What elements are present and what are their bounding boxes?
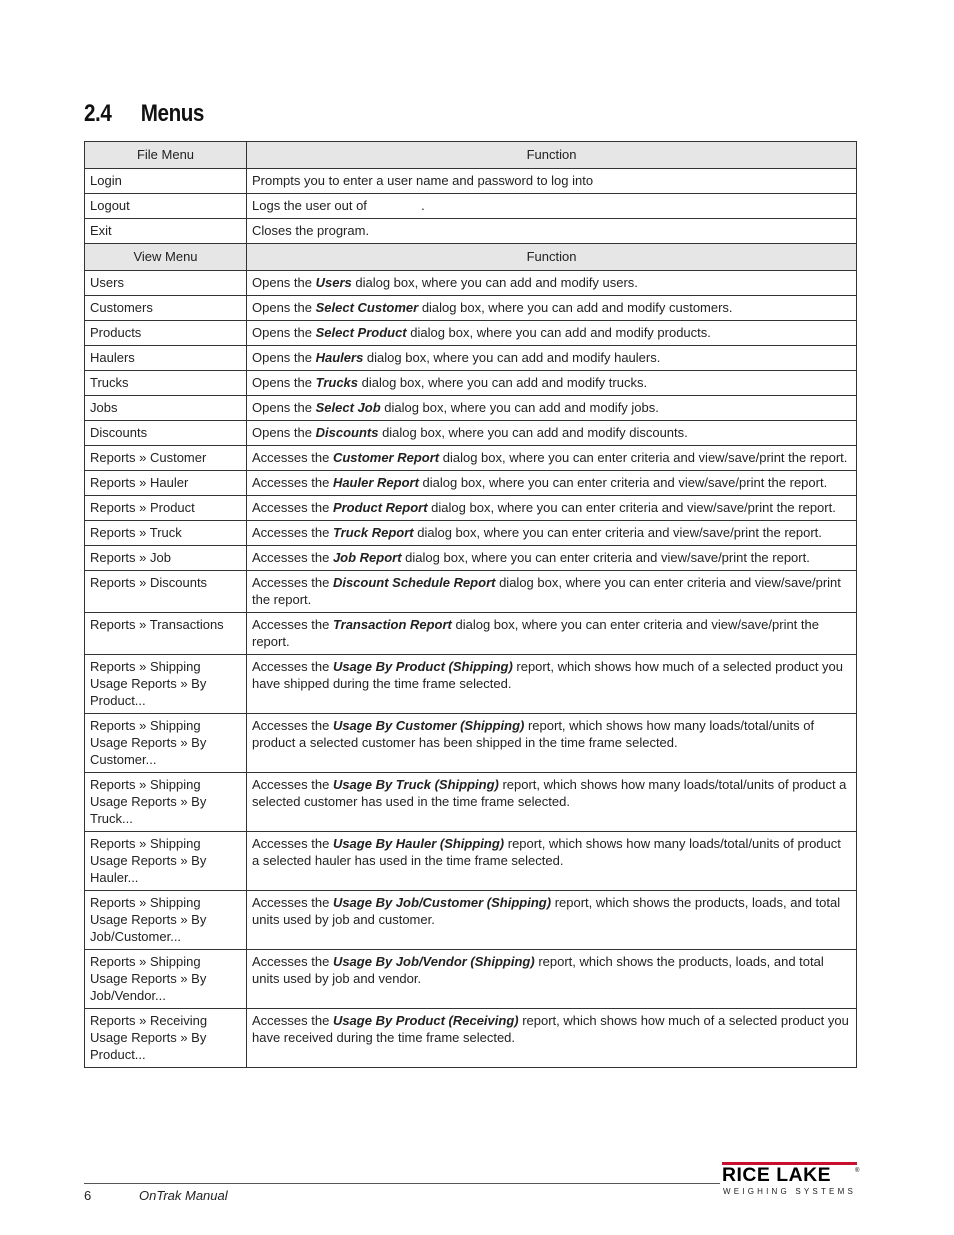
menu-item-function (247, 421, 857, 446)
rice-lake-logo (722, 1165, 859, 1199)
dialog-name: Discount Schedule Report (332, 575, 496, 590)
function-text-rest: report, which shows the products, loads, and total units used by job and customer. (252, 895, 841, 927)
menu-item-name: Login (85, 169, 247, 194)
registered-mark: ® (855, 1168, 860, 1174)
table-row (85, 832, 857, 891)
menu-item-name: Reports » Truck (85, 521, 247, 546)
function-text-rest: dialog box, where you can enter criteria and view/save/print the report. (439, 450, 848, 465)
function-text-rest: dialog box, where you can enter criteria and view/save/print the report. (413, 525, 822, 540)
function-text-rest: dialog box, where you can enter criteria and view/save/print the report. (252, 575, 841, 607)
table-row (85, 891, 857, 950)
menu-item-name: Reports » Shipping Usage Reports » By Job/Vendor... (85, 950, 247, 1009)
page-number: 6 (84, 1188, 92, 1203)
function-text-rest: report, which shows how many loads/total/units of product a selected hauler has used in the time frame selected. (252, 836, 841, 868)
view-menu-header-row (85, 244, 857, 271)
dialog-name: Customer Report (332, 450, 440, 465)
table-row (85, 346, 857, 371)
dialog-name: Usage By Hauler (Shipping) (332, 836, 505, 851)
menu-item-name: Reports » Shipping Usage Reports » By Product... (85, 655, 247, 714)
function-text-rest: dialog box, where you can add and modify users. (351, 275, 638, 290)
table-row (85, 446, 857, 471)
menu-item-name: Haulers (85, 346, 247, 371)
menu-item-name: Reports » Receiving Usage Reports » By Product... (85, 1009, 247, 1068)
menu-item-function: Prompts you to enter a user name and password to log into (247, 169, 857, 194)
menu-item-name: Jobs (85, 396, 247, 421)
function-text-rest: report, which shows how many loads/total/units of product a selected customer has been shipped in the time frame selected. (252, 718, 815, 750)
menu-item-function (247, 321, 857, 346)
dialog-name: Usage By Truck (Shipping) (332, 777, 499, 792)
menu-item-name: Users (85, 271, 247, 296)
dialog-name: Transaction Report (332, 617, 452, 632)
logo-tagline: WEIGHING SYSTEMS (723, 1187, 856, 1196)
menu-item-name: Exit (85, 219, 247, 244)
function-text-lead: Accesses the (252, 575, 333, 590)
table-row (85, 1009, 857, 1068)
section-heading (84, 100, 204, 128)
menu-item-name: Reports » Discounts (85, 571, 247, 613)
function-text-lead: Opens the (252, 350, 316, 365)
menu-item-function (247, 496, 857, 521)
file-function-header: Function (247, 142, 857, 169)
menu-item-function (247, 546, 857, 571)
logo-wordmark: RICE LAKE (722, 1165, 832, 1186)
function-text-lead: Accesses the (252, 777, 333, 792)
dialog-name: Job Report (332, 550, 402, 565)
function-text-lead: Accesses the (252, 475, 333, 490)
function-text-lead: Accesses the (252, 718, 333, 733)
dialog-name: Usage By Product (Shipping) (332, 659, 513, 674)
dialog-name: Select Customer (315, 300, 419, 315)
menu-item-name: Products (85, 321, 247, 346)
menu-item-name: Trucks (85, 371, 247, 396)
dialog-name: Users (315, 275, 352, 290)
dialog-name: Truck Report (332, 525, 414, 540)
menu-item-function (247, 396, 857, 421)
function-text-rest: dialog box, where you can add and modify jobs. (380, 400, 659, 415)
table-row (85, 219, 857, 244)
menu-item-function (247, 296, 857, 321)
dialog-name: Hauler Report (332, 475, 419, 490)
menu-item-function: Logs the user out of . (247, 194, 857, 219)
menu-item-function: Closes the program. (247, 219, 857, 244)
table-row (85, 950, 857, 1009)
function-text-lead: Accesses the (252, 1013, 333, 1028)
table-row (85, 571, 857, 613)
table-row (85, 773, 857, 832)
menu-item-name: Reports » Shipping Usage Reports » By Job/Customer... (85, 891, 247, 950)
function-text-lead: Accesses the (252, 500, 333, 515)
function-text-lead: Accesses the (252, 525, 333, 540)
dialog-name: Usage By Customer (Shipping) (332, 718, 525, 733)
table-row (85, 521, 857, 546)
menu-item-function (247, 521, 857, 546)
function-text-rest: report, which shows how much of a selected product you have shipped during the time frame selected. (252, 659, 844, 691)
menu-item-function (247, 346, 857, 371)
file-menu-header-row (85, 142, 857, 169)
dialog-name: Trucks (315, 375, 359, 390)
menu-item-function (247, 1009, 857, 1068)
table-row (85, 194, 857, 219)
function-text-lead: Opens the (252, 300, 316, 315)
function-text-rest: report, which shows the products, loads, and total units used by job and vendor. (252, 954, 824, 986)
menu-item-name: Logout (85, 194, 247, 219)
menu-item-function (247, 371, 857, 396)
menu-item-function (247, 271, 857, 296)
function-text-lead: Opens the (252, 325, 316, 340)
menu-item-name: Reports » Product (85, 496, 247, 521)
table-row (85, 321, 857, 346)
function-text-rest: dialog box, where you can add and modify customers. (418, 300, 733, 315)
function-text-rest: dialog box, where you can add and modify products. (406, 325, 711, 340)
function-text-rest: dialog box, where you can add and modify discounts. (378, 425, 688, 440)
menus-table (84, 141, 857, 1068)
footer-divider (84, 1183, 720, 1184)
table-row (85, 371, 857, 396)
menu-item-name: Reports » Hauler (85, 471, 247, 496)
function-text-lead: Accesses the (252, 617, 333, 632)
table-row (85, 271, 857, 296)
function-text-lead: Accesses the (252, 836, 333, 851)
table-row (85, 714, 857, 773)
function-text-rest: dialog box, where you can enter criteria and view/save/print the report. (427, 500, 836, 515)
table-row (85, 613, 857, 655)
menu-item-name: Reports » Customer (85, 446, 247, 471)
function-text-rest: dialog box, where you can enter criteria and view/save/print the report. (418, 475, 828, 490)
view-function-header: Function (247, 244, 857, 271)
menu-item-name: Reports » Shipping Usage Reports » By Customer... (85, 714, 247, 773)
function-text-lead: Opens the (252, 275, 316, 290)
table-row (85, 296, 857, 321)
function-text-rest: dialog box, where you can add and modify haulers. (363, 350, 661, 365)
menu-item-name: Reports » Shipping Usage Reports » By Truck... (85, 773, 247, 832)
menu-item-name: Reports » Job (85, 546, 247, 571)
function-text-lead: Opens the (252, 375, 316, 390)
function-text-lead: Accesses the (252, 895, 333, 910)
table-row (85, 546, 857, 571)
dialog-name: Haulers (315, 350, 364, 365)
menu-item-function (247, 891, 857, 950)
table-row (85, 496, 857, 521)
function-text-lead: Opens the (252, 400, 316, 415)
menu-item-function (247, 571, 857, 613)
dialog-name: Usage By Job/Customer (Shipping) (332, 895, 552, 910)
menu-item-name: Reports » Shipping Usage Reports » By Hauler... (85, 832, 247, 891)
dialog-name: Select Job (315, 400, 381, 415)
menu-item-name: Reports » Transactions (85, 613, 247, 655)
table-row (85, 471, 857, 496)
table-row (85, 169, 857, 194)
function-text-lead: Accesses the (252, 550, 333, 565)
function-text-rest: report, which shows how many loads/total/units of product a selected customer has used in the time frame selected. (252, 777, 847, 809)
menu-item-function (247, 655, 857, 714)
menu-item-function (247, 714, 857, 773)
dialog-name: Usage By Product (Receiving) (332, 1013, 519, 1028)
function-text-lead: Accesses the (252, 450, 333, 465)
function-text-rest: dialog box, where you can enter criteria and view/save/print the report. (252, 617, 819, 649)
view-menu-header: View Menu (85, 244, 247, 271)
section-title: Menus (140, 100, 204, 127)
menus-table-body (85, 142, 857, 1068)
table-row (85, 421, 857, 446)
function-text-rest: report, which shows how much of a selected product you have received during the time frame selected. (252, 1013, 849, 1045)
function-text-lead: Accesses the (252, 954, 333, 969)
menu-item-function (247, 773, 857, 832)
function-text-lead: Opens the (252, 425, 316, 440)
table-row (85, 655, 857, 714)
file-menu-header: File Menu (85, 142, 247, 169)
manual-title: OnTrak Manual (139, 1188, 228, 1203)
menu-item-function (247, 832, 857, 891)
function-text-rest: dialog box, where you can enter criteria and view/save/print the report. (401, 550, 810, 565)
menu-item-function (247, 471, 857, 496)
dialog-name: Product Report (332, 500, 428, 515)
function-text-lead: Accesses the (252, 659, 333, 674)
table-row (85, 396, 857, 421)
dialog-name: Usage By Job/Vendor (Shipping) (332, 954, 535, 969)
menu-item-function (247, 950, 857, 1009)
dialog-name: Discounts (315, 425, 379, 440)
menu-item-function (247, 446, 857, 471)
menu-item-name: Customers (85, 296, 247, 321)
menu-item-name: Discounts (85, 421, 247, 446)
dialog-name: Select Product (315, 325, 407, 340)
section-number: 2.4 (84, 100, 112, 127)
function-text-rest: dialog box, where you can add and modify trucks. (358, 375, 648, 390)
menu-item-function (247, 613, 857, 655)
